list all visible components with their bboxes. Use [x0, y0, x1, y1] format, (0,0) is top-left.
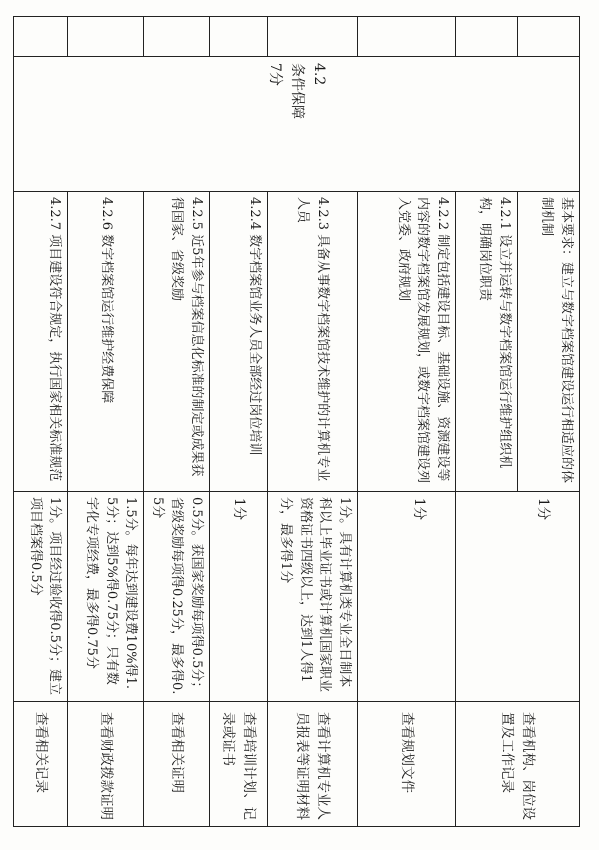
score-text: 1分。项目经过验收得0.5分；建立项目档案得0.5分 — [28, 497, 63, 695]
item-cell-7 — [14, 192, 68, 492]
rotated-table-sheet — [22, 16, 580, 826]
score-cell-3 — [268, 492, 358, 702]
method-text: 查看机构、岗位设置及工作记录 — [499, 712, 537, 820]
method-cell-3 — [268, 702, 358, 827]
method-text: 查看规划文件 — [398, 712, 415, 793]
table-row — [518, 17, 580, 827]
item-text: 4.2.1 设立并运转与数字档案馆运行维护组织机构，明确岗位职责 — [477, 197, 512, 469]
item-text: 4.2.5 近5年参与档案信息化标准的制定或成果获得国家、省级奖励 — [169, 197, 204, 477]
method-text: 查看相关证明 — [169, 712, 186, 793]
evaluation-table — [14, 16, 581, 827]
method-text: 查看计算机专业人员报表等证明材料 — [294, 712, 332, 820]
item-cell-5 — [144, 192, 210, 492]
score-text: 1分 — [411, 498, 427, 521]
item-cell-6 — [68, 192, 144, 492]
score-cell-7 — [14, 492, 68, 702]
category-cell — [14, 57, 580, 192]
method-cell-5 — [144, 702, 210, 827]
method-cell-6 — [68, 702, 144, 827]
leading-margin-cell — [268, 17, 358, 57]
method-text: 查看财政拨款证明 — [98, 712, 115, 820]
score-text: 1分 — [231, 498, 247, 521]
item-text: 4.2.4 数字档案馆业务人员全部经过岗位培训 — [247, 197, 262, 456]
method-text: 查看相关记录 — [33, 712, 50, 793]
leading-margin-cell — [14, 17, 68, 57]
score-cell-1 — [456, 492, 580, 702]
basic-requirement-text: 基本要求：建立与数字档案馆建设运行相适应的体制机制 — [539, 197, 574, 484]
score-cell-6 — [68, 492, 144, 702]
score-text: 1分。具有计算机类专业全日制本科以上毕业证书或计算机国家职业资格证书四级以上，达到1人得1分，最多得1分 — [278, 497, 352, 693]
method-text: 查看培训计划、记录或证书 — [220, 712, 258, 820]
leading-margin-cell — [358, 17, 456, 57]
item-text: 4.2.7 项目建设符合规定，执行国家相关标准规范 — [47, 197, 63, 482]
method-cell-1 — [456, 702, 580, 827]
method-cell-7 — [14, 702, 68, 827]
score-cell-4 — [210, 492, 268, 702]
score-text: 0.5分。获国家奖励每项得0.5分；省级奖励每项得0.25分，最多得0.5分 — [150, 497, 204, 695]
leading-margin-cell — [456, 17, 518, 57]
method-cell-4 — [210, 702, 268, 827]
item-text: 4.2.3 具备从事数字档案馆技术维护的计算机专业人员 — [295, 197, 330, 482]
leading-margin-cell — [210, 17, 268, 57]
score-cell-5 — [144, 492, 210, 702]
score-cell-2 — [358, 492, 456, 702]
basic-requirement-cell — [518, 192, 580, 492]
item-cell-1 — [456, 192, 518, 492]
category-points: 7分 — [266, 63, 283, 86]
score-text: 1分 — [535, 498, 551, 521]
item-cell-4 — [210, 192, 268, 492]
item-cell-2 — [358, 192, 456, 492]
method-cell-2 — [358, 702, 456, 827]
item-cell-3 — [268, 192, 358, 492]
leading-margin-cell — [68, 17, 144, 57]
leading-margin-cell — [518, 17, 580, 57]
category-code: 4.2 — [311, 63, 328, 86]
category-name: 条件保障 — [288, 63, 305, 119]
item-text: 4.2.6 数字档案馆运行维护经费保障 — [98, 197, 114, 404]
item-text: 4.2.2 制定包括建设目标、基础设施、资源建设等内容的数字档案馆发展规划，或数字档案馆建设列入党委、政府规划 — [396, 197, 450, 484]
score-text: 1.5分。每年达到建设费10%得1.5分；达到5%得0.75分；只有数字化专项经费，最多得0.75分 — [84, 497, 139, 689]
leading-margin-cell — [144, 17, 210, 57]
